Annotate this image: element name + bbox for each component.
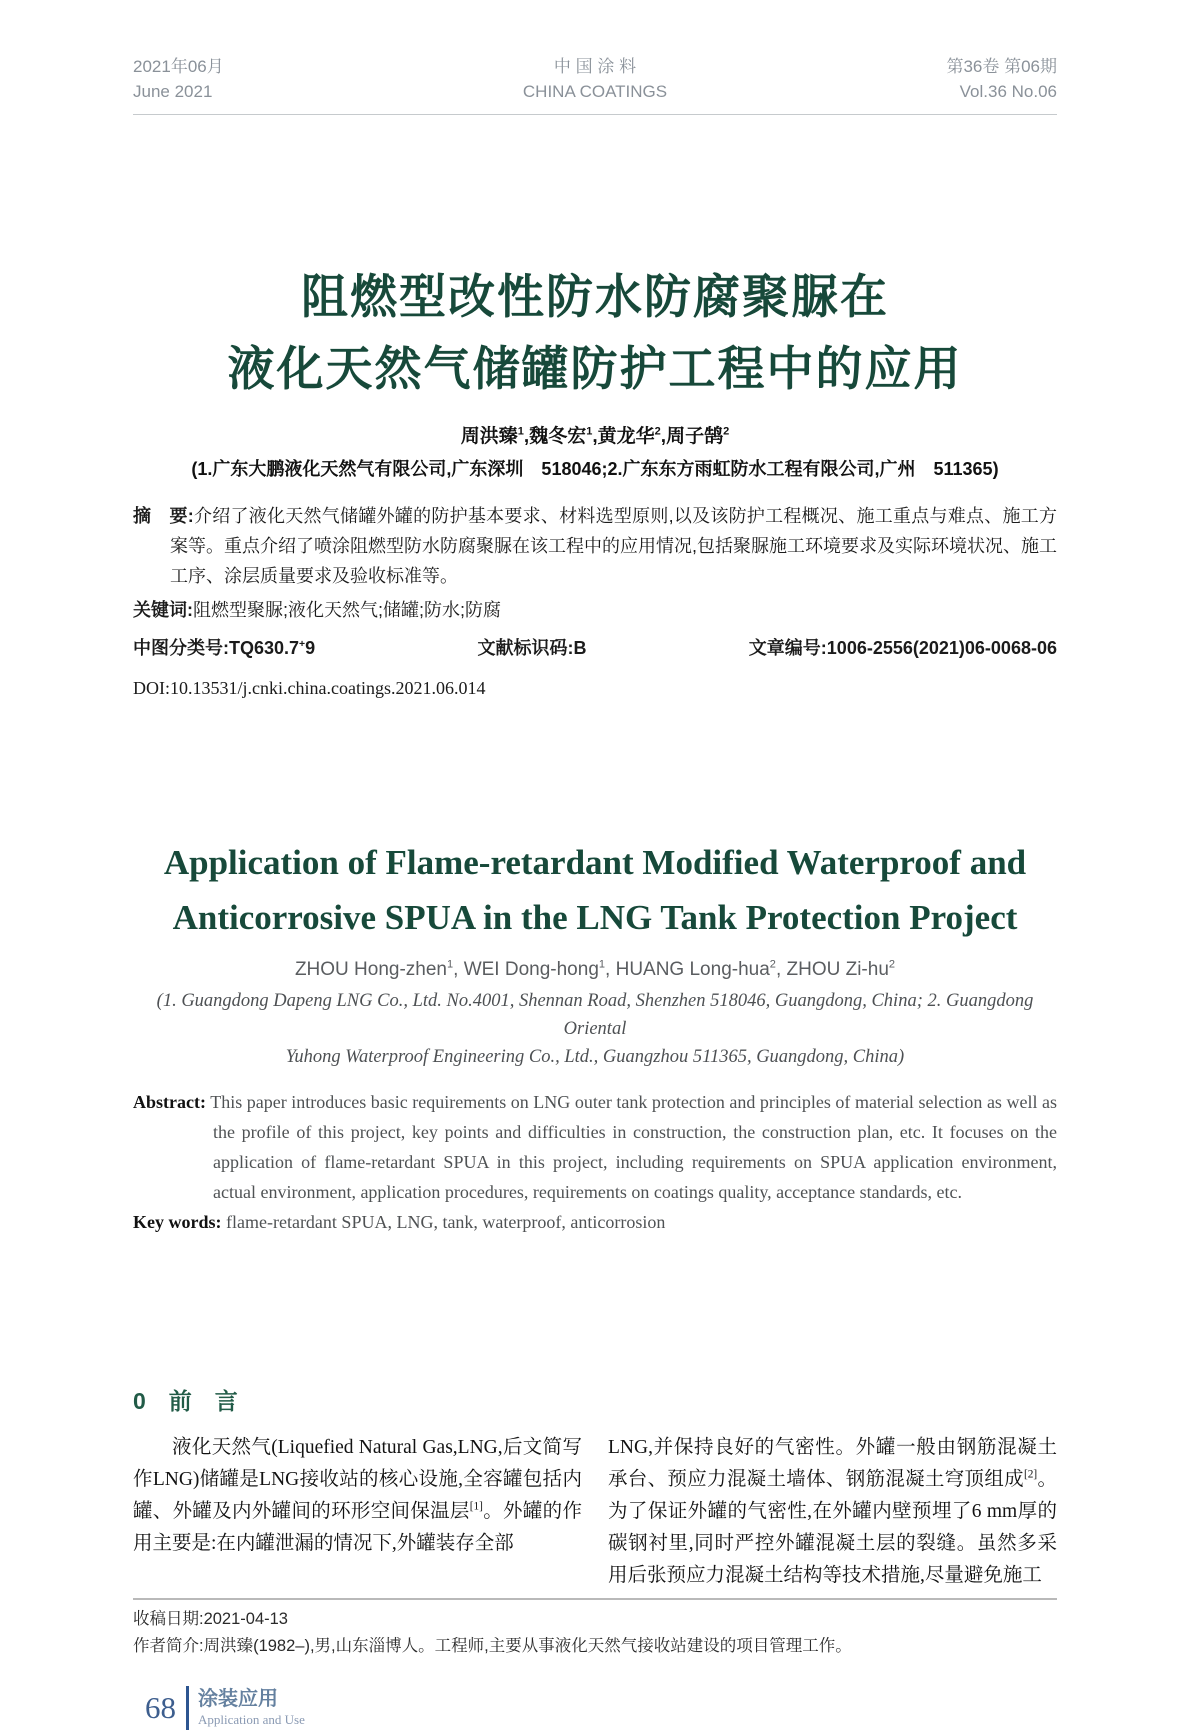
- citation-ref-2: [2]: [1023, 1468, 1038, 1481]
- header-journal-en: CHINA COATINGS: [522, 82, 668, 101]
- meta-row: [133, 633, 1057, 663]
- column-name-cn: 涂装应用: [198, 1688, 278, 1710]
- keywords-en-label: Key words:: [133, 1212, 222, 1232]
- page-footer: [145, 1686, 1057, 1730]
- doi: DOI:10.13531/j.cnki.china.coatings.2021.06.014: [133, 678, 486, 698]
- author-cn: 周洪臻$^1$,: [460, 425, 530, 447]
- header-issue-cn: 第36卷 第06期: [946, 57, 1057, 76]
- footnote-author-bio: 作者简介:周洪臻(1982–),男,山东淄博人。工程师,主要从事液化天然气接收站建设的项目管理工作。: [133, 1637, 852, 1655]
- affiliation-cn: (1.广东大鹏液化天然气有限公司,广东深圳 518046;2.广东东方雨虹防水工程有限公司,广州 511365): [191, 459, 999, 479]
- keywords-en-text: flame-retardant SPUA, LNG, tank, waterproof, anticorrosion: [226, 1212, 666, 1232]
- keywords-cn-text: 阻燃型聚脲;液化天然气;储罐;防水;防腐: [193, 600, 502, 620]
- author-en: ZHOU $Zi-hu^2$: [786, 958, 896, 980]
- article-title-cn: [133, 261, 1057, 405]
- author-en: ZHOU Hong-zhen$^1$,: [294, 958, 464, 980]
- footnote-received-date: 收稿日期:2021-04-13: [133, 1610, 288, 1628]
- abstract-en-text: This paper introduces basic requirements on LNG outer tank protection and principles of material selection as well as the profile of this project, key points and difficulties in construction, the construction plan, etc. It focuses on the application of flame-retardant SPUA in this project, including requirements on SPUA application environment, actual environment, application procedures, requirements on coatings quality, acceptance standards, etc.: [210, 1092, 1057, 1202]
- section-heading: 0 前 言: [133, 1388, 238, 1414]
- clc-number: 中图分类号:TQ630.7+9: [133, 638, 316, 658]
- paragraph-left: 液化天然气(Liquefied Natural Gas,LNG,后文简写作LNG)储罐是LNG接收站的核心设施,全容罐包括内罐、外罐及内外罐间的环形空间保温层[1]。外罐的作用主要是:在内罐泄漏的情况下,外罐装存全部: [133, 1437, 582, 1554]
- authors-cn: [133, 421, 1057, 448]
- author-cn: 黄龙华$^2$,: [597, 425, 667, 447]
- article-title-cn-line2: 液化天然气储罐防护工程中的应用: [227, 342, 963, 395]
- column-name-en: Application and Use: [198, 1712, 305, 1727]
- author-en: HUANG Long-hua$^2$,: [615, 958, 787, 980]
- abstract-cn-text: 介绍了液化天然气储罐外罐的防护基本要求、材料选型原则,以及该防护工程概况、施工重点与难点、施工方案等。重点介绍了喷涂阻燃型防水防腐聚脲在该工程中的应用情况,包括聚脲施工环境要求及实际环境状况、施工工序、涂层质量要求及验收标准等。: [170, 506, 1057, 586]
- abstract-cn: [133, 501, 1057, 591]
- paragraph-right: LNG,并保持良好的气密性。外罐一般由钢筋混凝土承台、预应力混凝土墙体、钢筋混凝土穹顶组成[2]。为了保证外罐的气密性,在外罐内壁预埋了6 mm厚的碳钢衬里,同时严控外罐混凝土层的裂缝。虽然多采用后张预应力混凝土结构等技术措施,尽量避免施工: [608, 1437, 1057, 1586]
- body-column-left: [133, 1432, 582, 1592]
- abstract-en: [133, 1087, 1057, 1207]
- keywords-cn-label: 关键词:: [133, 600, 193, 620]
- article-title-en-line1: Application of Flame-retardant Modified Waterproof and: [163, 843, 1027, 882]
- footer-divider-bar: [186, 1686, 189, 1730]
- author-cn: 魏冬宏$^1$,: [529, 425, 598, 447]
- article-title-cn-line1: 阻燃型改性防水防腐聚脲在: [301, 270, 889, 323]
- column-title: [198, 1687, 305, 1729]
- affiliation-en-line2: Yuhong Waterproof Engineering Co., Ltd., Guangzhou 511365, Guangdong, China): [285, 1047, 905, 1067]
- header-issue-en: Vol.36 No.06: [959, 82, 1057, 101]
- author-cn: 周子鹄$^2$: [666, 425, 730, 447]
- body-column-right: [608, 1432, 1057, 1592]
- authors-en: [133, 959, 1057, 981]
- article-title-en: [133, 835, 1057, 945]
- header-journal-cn: 中 国 涂 料: [553, 57, 637, 76]
- page-number: 68: [145, 1690, 176, 1725]
- body-columns: [133, 1432, 1057, 1592]
- abstract-cn-label: 摘 要:: [133, 506, 194, 526]
- journal-header: [133, 0, 1057, 115]
- header-issue: [752, 54, 1057, 104]
- keywords-cn: [133, 595, 1057, 625]
- abstract-en-label: Abstract:: [133, 1092, 206, 1112]
- affiliation-en: [133, 987, 1057, 1071]
- document-code: 文献标识码:B: [477, 638, 587, 658]
- affiliation-en-line1: (1. Guangdong Dapeng LNG Co., Ltd. No.4001, Shennan Road, Shenzhen 518046, Guangdong, China; 2. Guangdong Oriental: [156, 991, 1034, 1039]
- header-date: [133, 54, 438, 104]
- footnotes: [133, 1606, 1057, 1660]
- article-title-en-line2: Anticorrosive SPUA in the LNG Tank Protection Project: [172, 898, 1018, 937]
- header-journal: [443, 54, 748, 104]
- header-date-en: June 2021: [133, 82, 213, 101]
- header-date-cn: 2021年06月: [133, 57, 224, 76]
- article-number: 文章编号:1006-2556(2021)06-0068-06: [748, 638, 1057, 658]
- citation-ref-1: [1]: [469, 1500, 483, 1513]
- keywords-en: [133, 1212, 1057, 1233]
- author-en: WEI Dong-hong$^1$,: [463, 958, 616, 980]
